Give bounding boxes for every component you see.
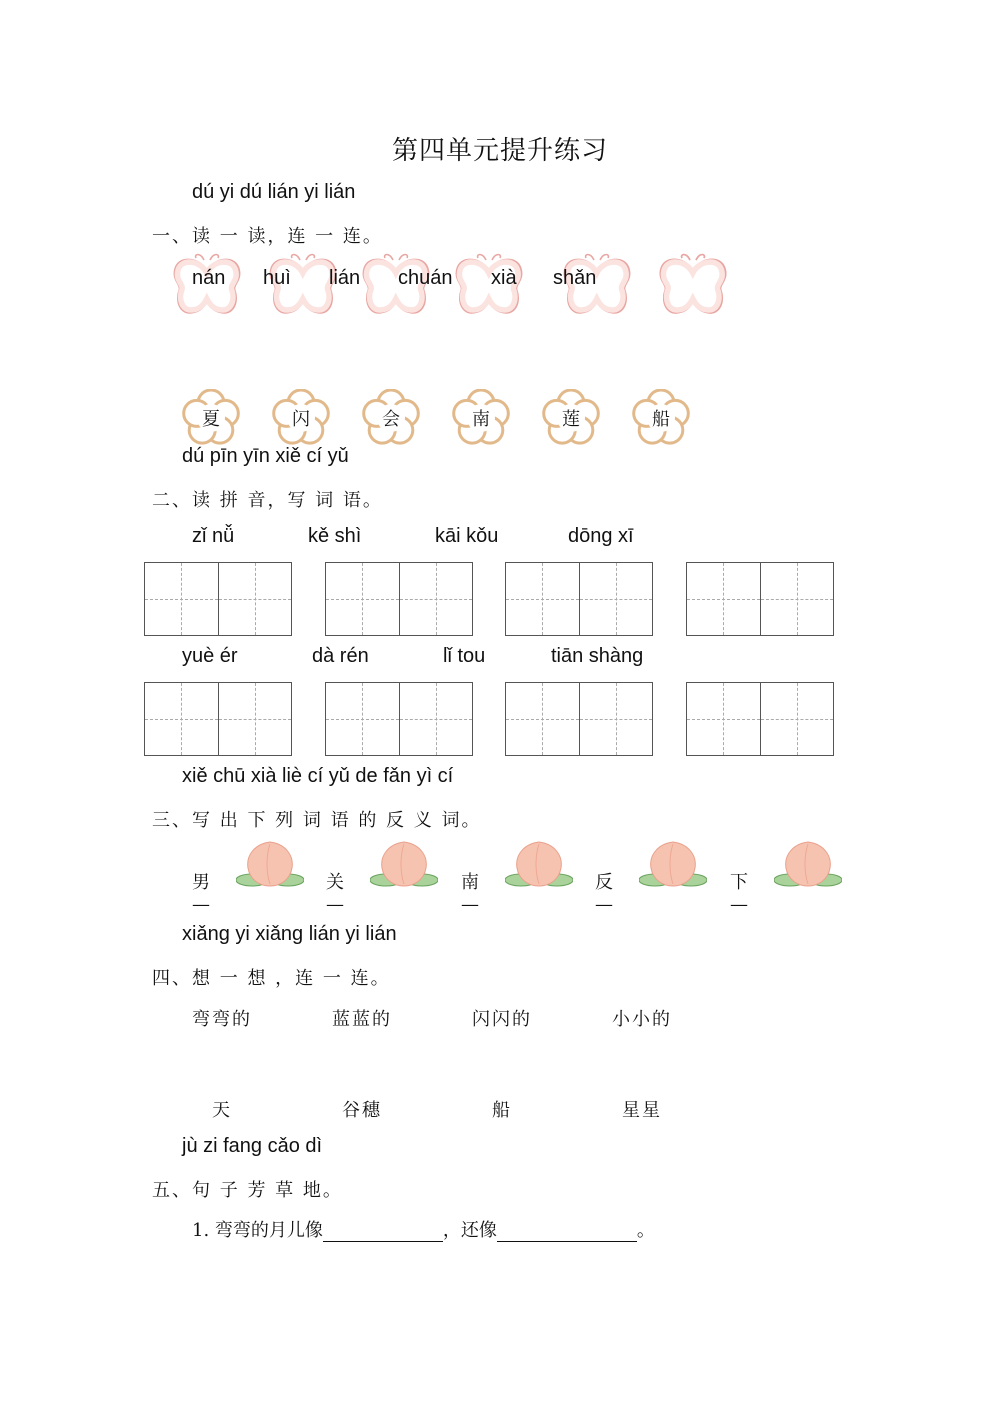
butterfly-card-empty[interactable] — [656, 250, 730, 322]
match-word-bottom[interactable]: 星星 — [622, 1100, 662, 1121]
pinyin-label: dōng xī — [568, 525, 634, 547]
flower-card[interactable] — [362, 389, 420, 447]
question-1 — [192, 1216, 655, 1242]
flower-character: 船 — [652, 409, 670, 430]
answer-blank-2[interactable] — [497, 1221, 637, 1242]
antonym-word: 关— — [326, 872, 344, 915]
pinyin-label: yuè ér — [182, 645, 238, 667]
answer-blank-1[interactable] — [323, 1221, 443, 1242]
writing-grid[interactable] — [325, 682, 473, 756]
flower-character: 闪 — [292, 409, 310, 430]
section1-heading: 一、读 一 读，连 一 连。 — [152, 226, 383, 247]
section4-heading: 四、想 一 想 ，连 一 连。 — [152, 968, 391, 989]
flower-card[interactable] — [632, 389, 690, 447]
flower-card[interactable] — [542, 389, 600, 447]
butterfly-pinyin: shǎn — [553, 267, 597, 289]
section4-pinyin-heading: xiǎng yi xiǎng lián yi lián — [182, 923, 397, 945]
section2-pinyin-heading: dú pīn yīn xiě cí yǔ — [182, 445, 349, 467]
section5-heading: 五、句 子 芳 草 地。 — [152, 1180, 343, 1201]
antonym-word: 南— — [461, 872, 479, 915]
butterfly-pinyin: chuán — [398, 267, 453, 289]
flower-card[interactable] — [272, 389, 330, 447]
writing-grid[interactable] — [505, 682, 653, 756]
question-1-text-b: ，还像 — [442, 1220, 497, 1241]
flower-character: 南 — [472, 409, 490, 430]
question-1-text-end: 。 — [636, 1220, 655, 1241]
section3-heading: 三、写 出 下 列 词 语 的 反 义 词。 — [152, 810, 482, 831]
section3-pinyin-heading: xiě chū xià liè cí yǔ de fǎn yì cí — [182, 765, 454, 787]
antonym-word: 下— — [730, 872, 748, 915]
match-word-top[interactable]: 闪闪的 — [472, 1009, 532, 1030]
match-word-top[interactable]: 蓝蓝的 — [332, 1009, 392, 1030]
butterfly-pinyin: xià — [491, 267, 517, 289]
writing-grid[interactable] — [144, 562, 292, 636]
pinyin-label: dà rén — [312, 645, 369, 667]
match-word-bottom[interactable]: 天 — [212, 1100, 232, 1121]
flower-card[interactable] — [182, 389, 240, 447]
section2-heading: 二、读 拼 音，写 词 语。 — [152, 490, 383, 511]
writing-grid[interactable] — [686, 682, 834, 756]
pinyin-label: kě shì — [308, 525, 362, 547]
question-1-text-a: 1. 弯弯的月儿像 — [192, 1220, 323, 1241]
antonym-word: 男— — [192, 872, 210, 915]
match-word-top[interactable]: 小小的 — [612, 1009, 672, 1030]
pinyin-label: kāi kǒu — [435, 525, 499, 547]
match-word-bottom[interactable]: 船 — [492, 1100, 512, 1121]
butterfly-pinyin: nán — [192, 267, 226, 289]
pinyin-label: lǐ tou — [443, 645, 486, 667]
pinyin-label: tiān shàng — [551, 645, 644, 667]
writing-grid[interactable] — [144, 682, 292, 756]
flower-character: 夏 — [202, 409, 220, 430]
antonym-word: 反— — [595, 872, 613, 915]
pinyin-label: zǐ nǚ — [192, 525, 235, 547]
butterfly-pinyin: lián — [329, 267, 361, 289]
flower-character: 莲 — [562, 409, 580, 430]
writing-grid[interactable] — [505, 562, 653, 636]
match-word-top[interactable]: 弯弯的 — [192, 1009, 252, 1030]
match-word-bottom[interactable]: 谷穗 — [342, 1100, 382, 1121]
writing-grid[interactable] — [686, 562, 834, 636]
section1-pinyin-heading: dú yi dú lián yi lián — [192, 181, 356, 203]
section5-pinyin-heading: jù zi fang cǎo dì — [182, 1135, 323, 1157]
flower-card[interactable] — [452, 389, 510, 447]
flower-character: 会 — [382, 409, 400, 430]
writing-grid[interactable] — [325, 562, 473, 636]
page-title: 第四单元提升练习 — [392, 136, 609, 166]
butterfly-pinyin: huì — [263, 267, 291, 289]
